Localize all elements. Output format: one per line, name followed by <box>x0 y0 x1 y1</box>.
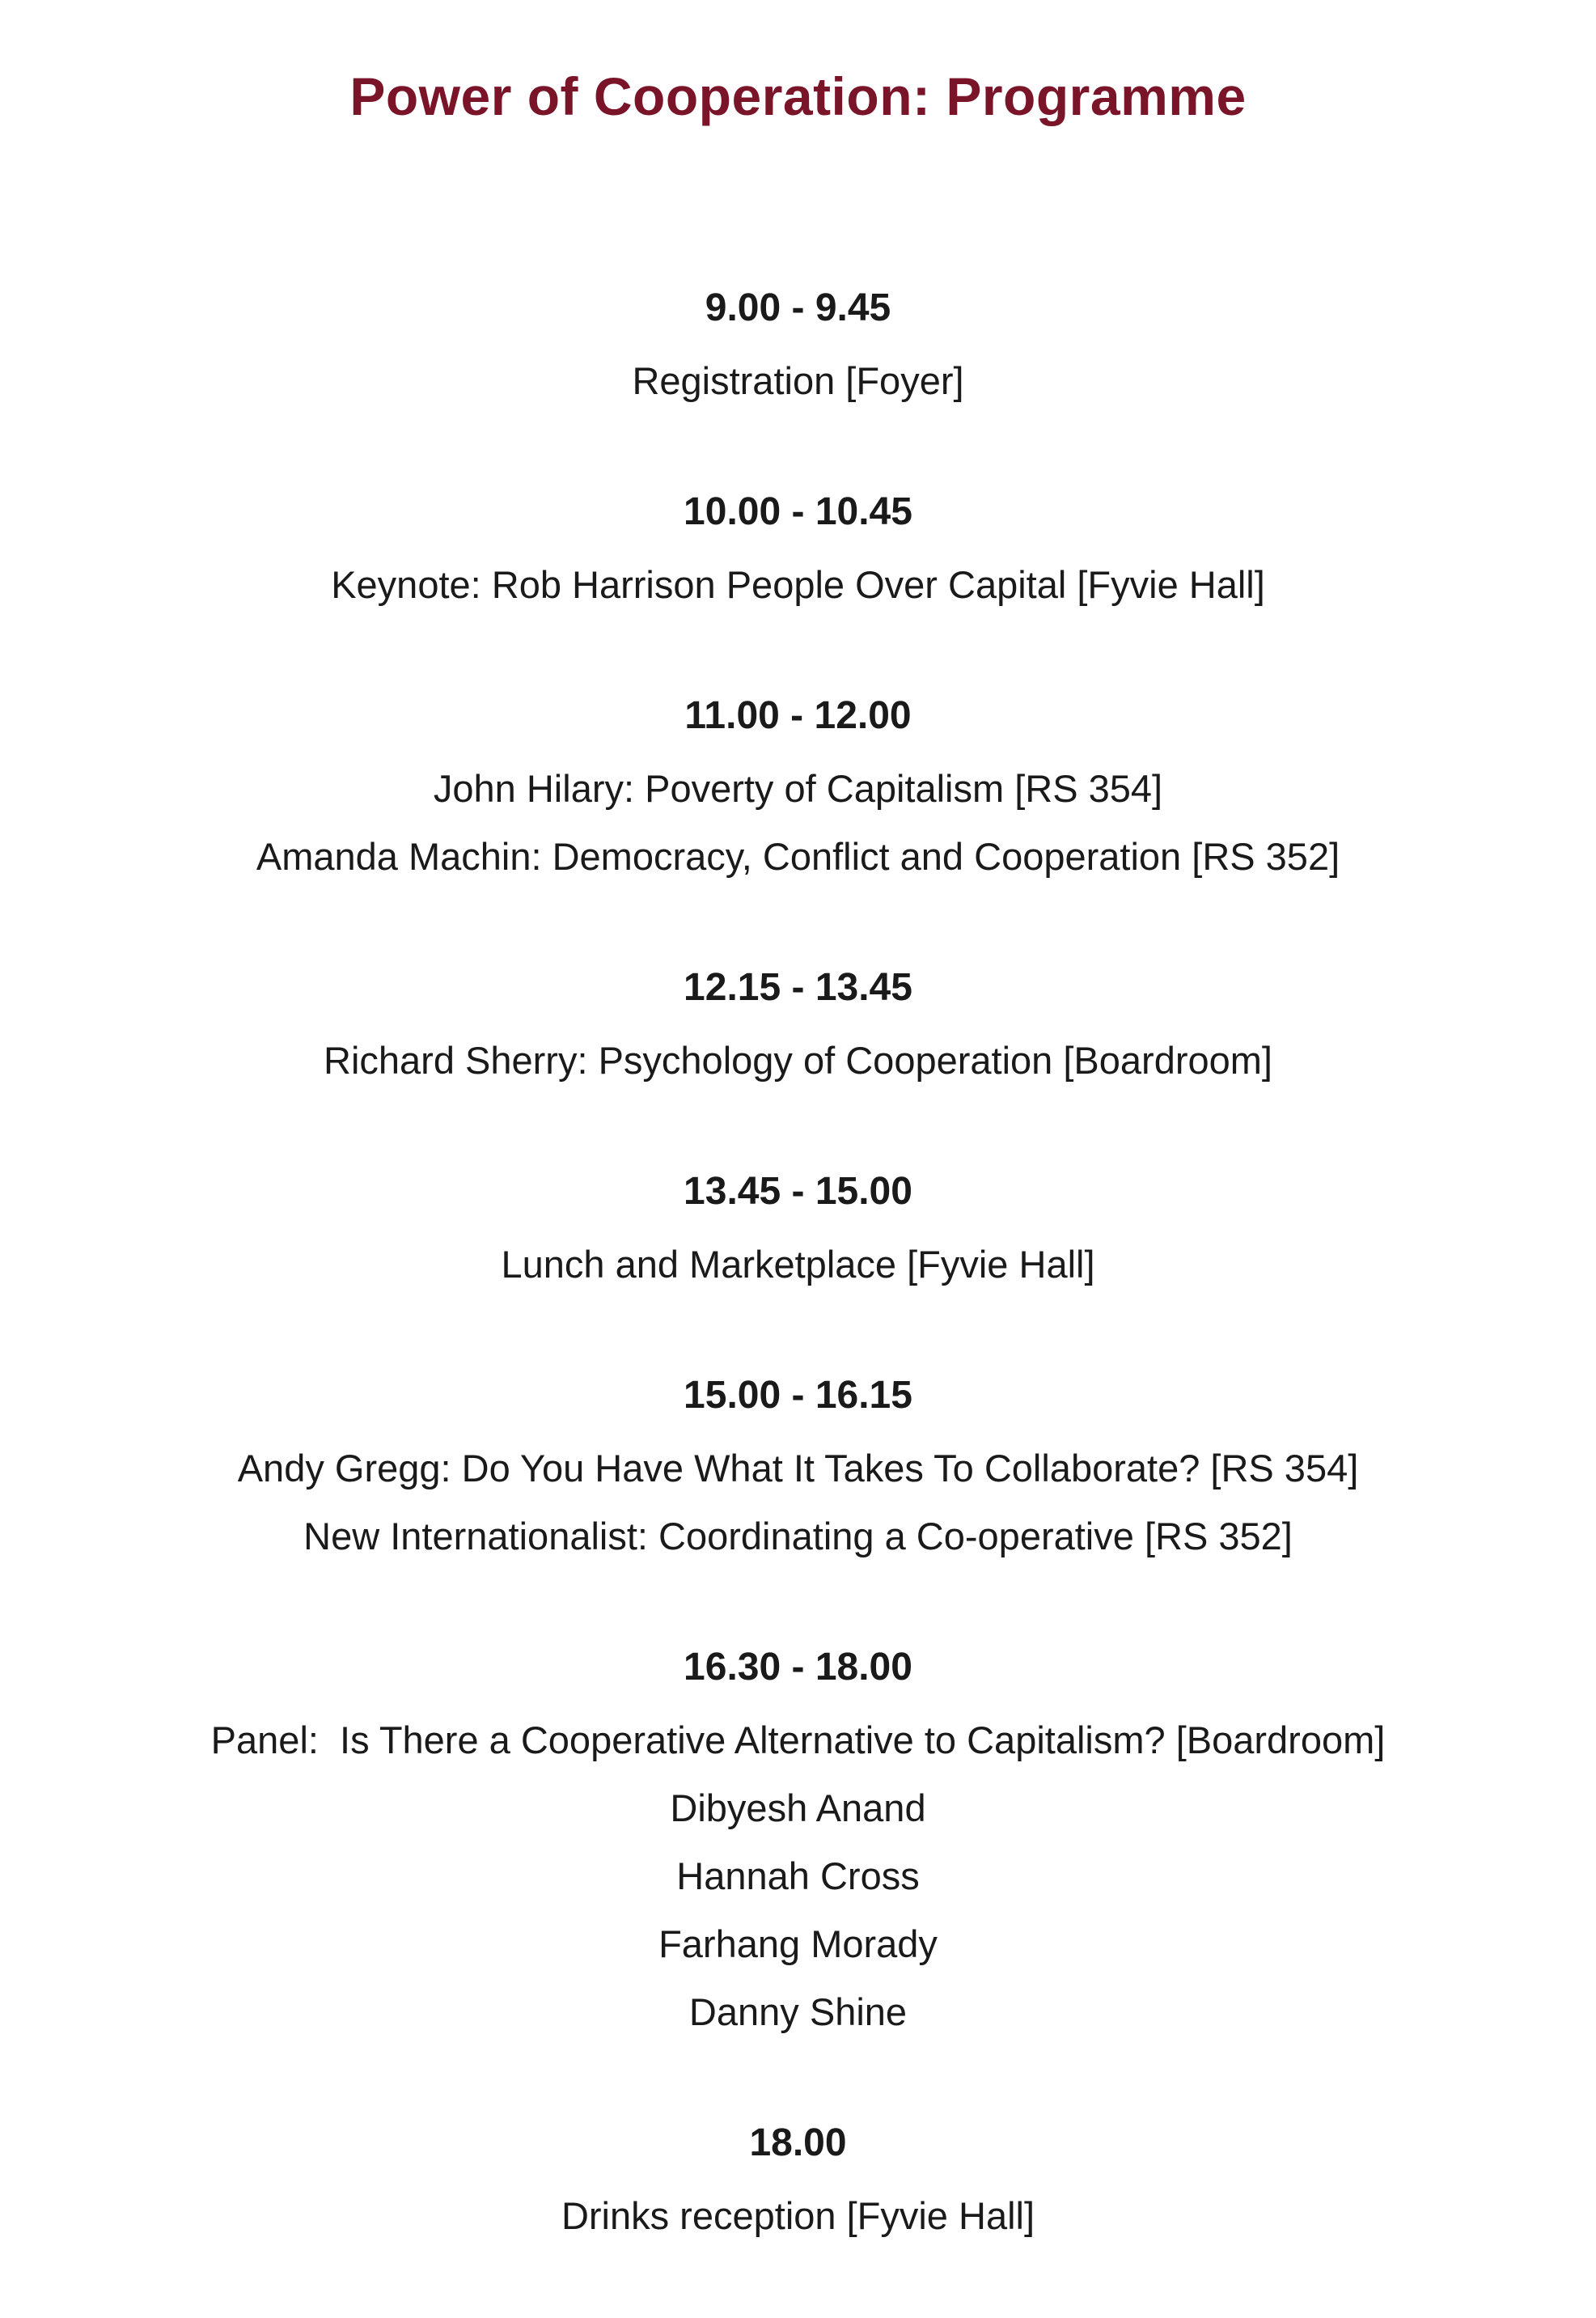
session-drinks <box>0 2114 1596 2250</box>
session-item: Amanda Machin: Democracy, Conflict and Cooperation [RS 352] <box>256 835 1340 878</box>
session-time: 16.30 - 18.00 <box>684 1646 912 1689</box>
session-item: John Hilary: Poverty of Capitalism [RS 354] <box>433 767 1163 810</box>
session-lunch <box>0 1163 1596 1299</box>
session-item: Richard Sherry: Psychology of Cooperation [Boardroom] <box>324 1039 1272 1082</box>
session-afternoon-talks <box>0 1367 1596 1570</box>
session-item: Andy Gregg: Do You Have What It Takes To Collaborate? [RS 354] <box>237 1447 1359 1490</box>
session-time: 12.15 - 13.45 <box>684 966 912 1009</box>
session-time: 15.00 - 16.15 <box>684 1374 912 1417</box>
session-midday-talk <box>0 959 1596 1095</box>
session-time: 9.00 - 9.45 <box>705 286 891 329</box>
panel-title: Panel: Is There a Cooperative Alternative to Capitalism? [Boardroom] <box>210 1718 1386 1761</box>
page-title: Power of Cooperation: Programme <box>349 66 1247 126</box>
session-item: Keynote: Rob Harrison People Over Capital [Fyvie Hall] <box>331 563 1265 606</box>
session-panel <box>0 1638 1596 2046</box>
session-item: New Internationalist: Coordinating a Co-operative [RS 352] <box>303 1515 1293 1557</box>
panelist: Dibyesh Anand <box>670 1786 926 1829</box>
session-time: 10.00 - 10.45 <box>684 490 912 533</box>
panelist: Farhang Morady <box>658 1922 938 1965</box>
session-registration <box>0 279 1596 415</box>
session-time: 18.00 <box>749 2121 847 2164</box>
panelist: Hannah Cross <box>676 1854 920 1897</box>
session-item: Lunch and Marketplace [Fyvie Hall] <box>501 1243 1095 1286</box>
panelist: Danny Shine <box>688 1990 908 2033</box>
session-keynote <box>0 483 1596 619</box>
session-time: 11.00 - 12.00 <box>684 694 912 737</box>
session-item: Registration [Foyer] <box>632 359 964 402</box>
programme-schedule <box>0 279 1596 2318</box>
session-item: Drinks reception [Fyvie Hall] <box>561 2194 1035 2237</box>
session-morning-talks <box>0 687 1596 891</box>
session-time: 13.45 - 15.00 <box>684 1170 912 1213</box>
